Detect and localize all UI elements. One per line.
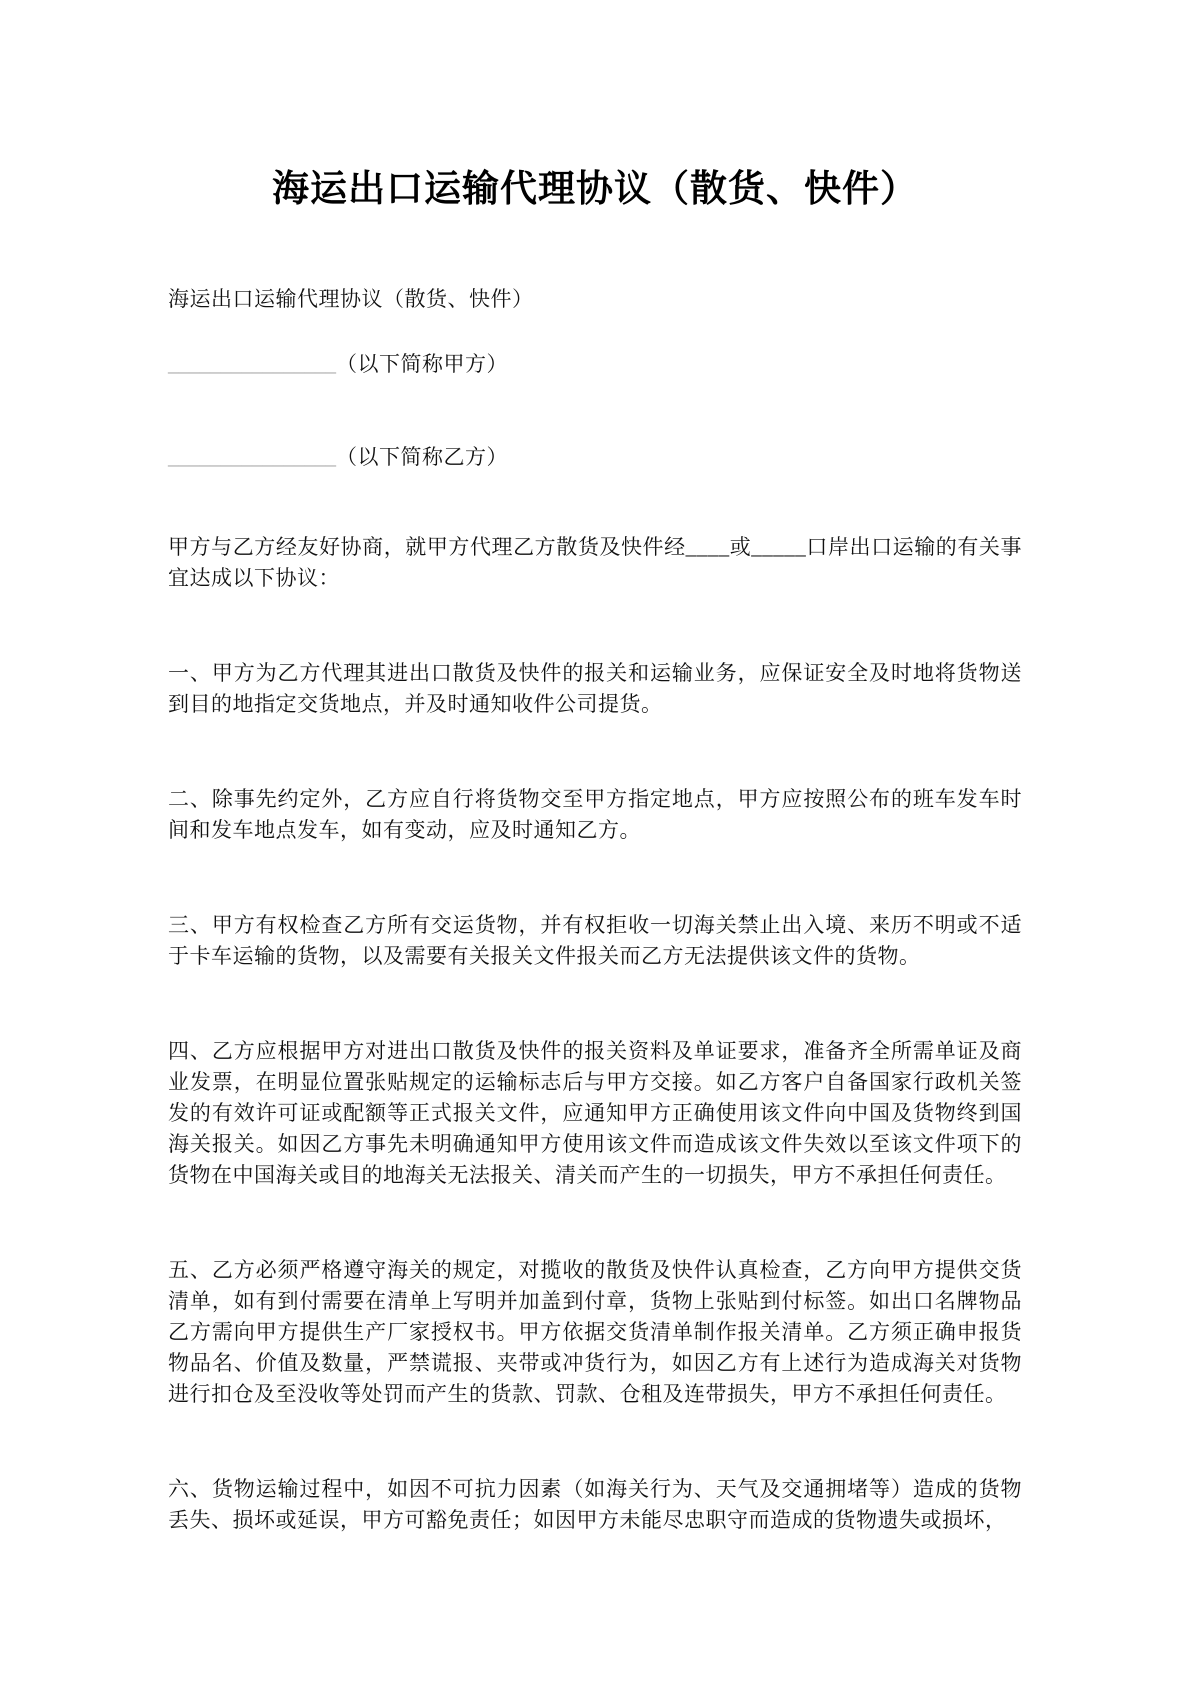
clause-4: 四、乙方应根据甲方对进出口散货及快件的报关资料及单证要求，准备齐全所需单证及商业发票，在明显位置张贴规定的运输标志后与甲方交接。如乙方客户自备国家行政机关签发的有效许可证或配额等正式报关文件，应通知甲方正确使用该文件向中国及货物终到国海关报关。如因乙方事先未明确通知甲方使用该文件而造成该文件失效以至该文件项下的货物在中国海关或目的地海关无法报关、清关而产生的一切损失，甲方不承担任何责任。 — [168, 1039, 1022, 1187]
document-title: 海运出口运输代理协议（散货、快件） — [272, 168, 918, 209]
party-a-label: （以下简称甲方） — [336, 352, 508, 376]
clause-3: 三、甲方有权检查乙方所有交运货物，并有权拒收一切海关禁止出入境、来历不明或不适于卡车运输的货物，以及需要有关报关文件报关而乙方无法提供该文件的货物。 — [168, 913, 1022, 968]
clause-2: 二、除事先约定外，乙方应自行将货物交至甲方指定地点，甲方应按照公布的班车发车时间和发车地点发车，如有变动，应及时通知乙方。 — [168, 787, 1022, 842]
clause-5: 五、乙方必须严格遵守海关的规定，对揽收的散货及快件认真检查，乙方向甲方提供交货清单，如有到付需要在清单上写明并加盖到付章，货物上张贴到付标签。如出口名牌物品乙方需向甲方提供生产厂家授权书。甲方依据交货清单制作报关清单。乙方须正确申报货物品名、价值及数量，严禁谎报、夹带或冲货行为，如因乙方有上述行为造成海关对货物进行扣仓及至没收等处罚而产生的货款、罚款、仓租及连带损失，甲方不承担任何责任。 — [168, 1258, 1022, 1406]
intro-paragraph: 甲方与乙方经友好协商，就甲方代理乙方散货及快件经____或_____口岸出口运输的有关事宜达成以下协议： — [168, 535, 1022, 590]
party-a-line — [168, 349, 1022, 380]
party-a-blank: ________________ — [168, 352, 336, 376]
clause-1: 一、甲方为乙方代理其进出口散货及快件的报关和运输业务，应保证安全及时地将货物送到目的地指定交货地点，并及时通知收件公司提货。 — [168, 661, 1022, 716]
party-b-blank: ________________ — [168, 445, 336, 469]
clause-6: 六、货物运输过程中，如因不可抗力因素（如海关行为、天气及交通拥堵等）造成的货物丢失、损坏或延误，甲方可豁免责任；如因甲方未能尽忠职守而造成的货物遗失或损坏， — [168, 1477, 1022, 1532]
party-b-label: （以下简称乙方） — [336, 445, 508, 469]
party-b-line — [168, 442, 1022, 473]
document-subtitle: 海运出口运输代理协议（散货、快件） — [168, 287, 534, 311]
